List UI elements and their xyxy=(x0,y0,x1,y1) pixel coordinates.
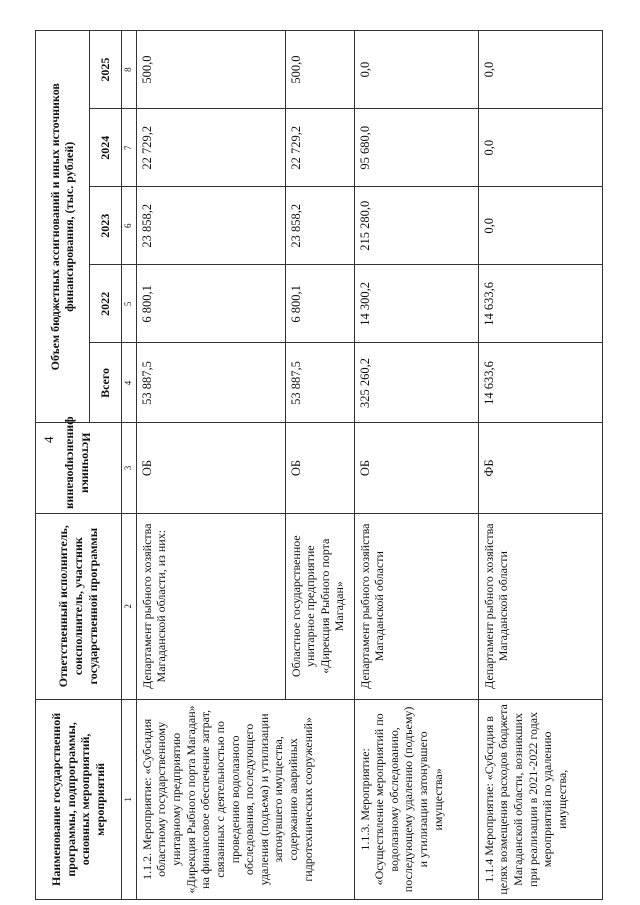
header-year-2024: 2024 xyxy=(89,109,121,187)
row-executor: Департамент рыбного хозяйства Магаданской области xyxy=(478,513,602,699)
row-source: ФБ xyxy=(478,423,602,513)
row-executor: Областное государственное унитарное предприятие «Дирекция Рыбного порта Магадан» xyxy=(285,513,354,699)
header-budget: Объем бюджетных ассигнований и иных источников финансирования, (тыс. рублей) xyxy=(36,31,90,423)
row-value-total: 53 887,5 xyxy=(285,343,354,423)
row-value-2022: 6 800,1 xyxy=(285,265,354,343)
row-source: ОБ xyxy=(285,423,354,513)
row-value-2022: 14 633,6 xyxy=(478,265,602,343)
column-number: 5 xyxy=(121,265,136,343)
header-name: Наименование государственной программы, подпрограммы, основных мероприятий, мероприятий xyxy=(36,699,122,899)
column-number: 4 xyxy=(121,343,136,423)
row-value-2024: 0,0 xyxy=(478,109,602,187)
budget-table xyxy=(35,30,603,900)
column-number: 7 xyxy=(121,109,136,187)
row-value-2022: 6 800,1 xyxy=(136,265,285,343)
header-year-total: Всего xyxy=(89,343,121,423)
header-executor: Ответственный исполнитель, соисполнитель, участник государственной программы xyxy=(36,513,122,699)
row-name: 1.1.4 Мероприятие: «Субсидия в целях возмещения расходов бюджета Магаданской области, возникших при реализации в 2021-2022 годах мероприятий по удалению имущества, xyxy=(478,699,602,899)
header-year-2022: 2022 xyxy=(89,265,121,343)
header-year-2023: 2023 xyxy=(89,187,121,265)
table-row-1-1-2 xyxy=(136,31,285,900)
row-value-2025: 0,0 xyxy=(478,31,602,109)
column-number: 8 xyxy=(121,31,136,109)
row-value-2023: 0,0 xyxy=(478,187,602,265)
row-value-2022: 14 300,2 xyxy=(354,265,478,343)
row-name: 1.1.3. Мероприятие: «Осуществление мероприятий по водолазному обследованию, последующему удалению (подъему) и утилизации затонувшего имущества» xyxy=(354,699,478,899)
row-value-total: 325 260,2 xyxy=(354,343,478,423)
row-source: ОБ xyxy=(354,423,478,513)
row-value-2024: 22 729,2 xyxy=(136,109,285,187)
header-source-text: Источники финансирования xyxy=(64,416,94,509)
row-source: ОБ xyxy=(136,423,285,513)
page-number: 4 xyxy=(41,436,56,443)
header-row-top xyxy=(36,31,90,900)
row-value-2024: 95 680,0 xyxy=(354,109,478,187)
row-value-2025: 500,0 xyxy=(136,31,285,109)
column-number: 3 xyxy=(121,423,136,513)
table-row-1-1-3 xyxy=(354,31,478,900)
row-value-total: 53 887,5 xyxy=(136,343,285,423)
row-value-2024: 22 729,2 xyxy=(285,109,354,187)
column-number: 2 xyxy=(121,513,136,699)
row-value-total: 14 633,6 xyxy=(478,343,602,423)
row-value-2025: 500,0 xyxy=(285,31,354,109)
row-executor: Департамент рыбного хозяйства Магаданской области, из них: xyxy=(136,513,285,699)
table-row-1-1-4 xyxy=(478,31,602,900)
column-number: 6 xyxy=(121,187,136,265)
row-value-2023: 23 858,2 xyxy=(285,187,354,265)
row-value-2023: 23 858,2 xyxy=(136,187,285,265)
column-number: 1 xyxy=(121,699,136,899)
row-name: 1.1.2. Мероприятие: «Субсидия областному государственному унитарному предприятию «Дирекция Рыбного порта Магадан» на финансовое обеспечение затрат, связанных с деятельностью по проведению водолазного обследования, последующего удаления (подъема) и утилизации затонувшего имущества, содержанию аварийных гидротехнических сооружений» xyxy=(136,699,354,899)
column-number-row xyxy=(121,31,136,900)
rotated-page xyxy=(35,30,603,900)
header-year-2025: 2025 xyxy=(89,31,121,109)
row-value-2025: 0,0 xyxy=(354,31,478,109)
row-executor: Департамент рыбного хозяйства Магаданской области xyxy=(354,513,478,699)
header-source xyxy=(36,416,122,513)
row-value-2023: 215 280,0 xyxy=(354,187,478,265)
